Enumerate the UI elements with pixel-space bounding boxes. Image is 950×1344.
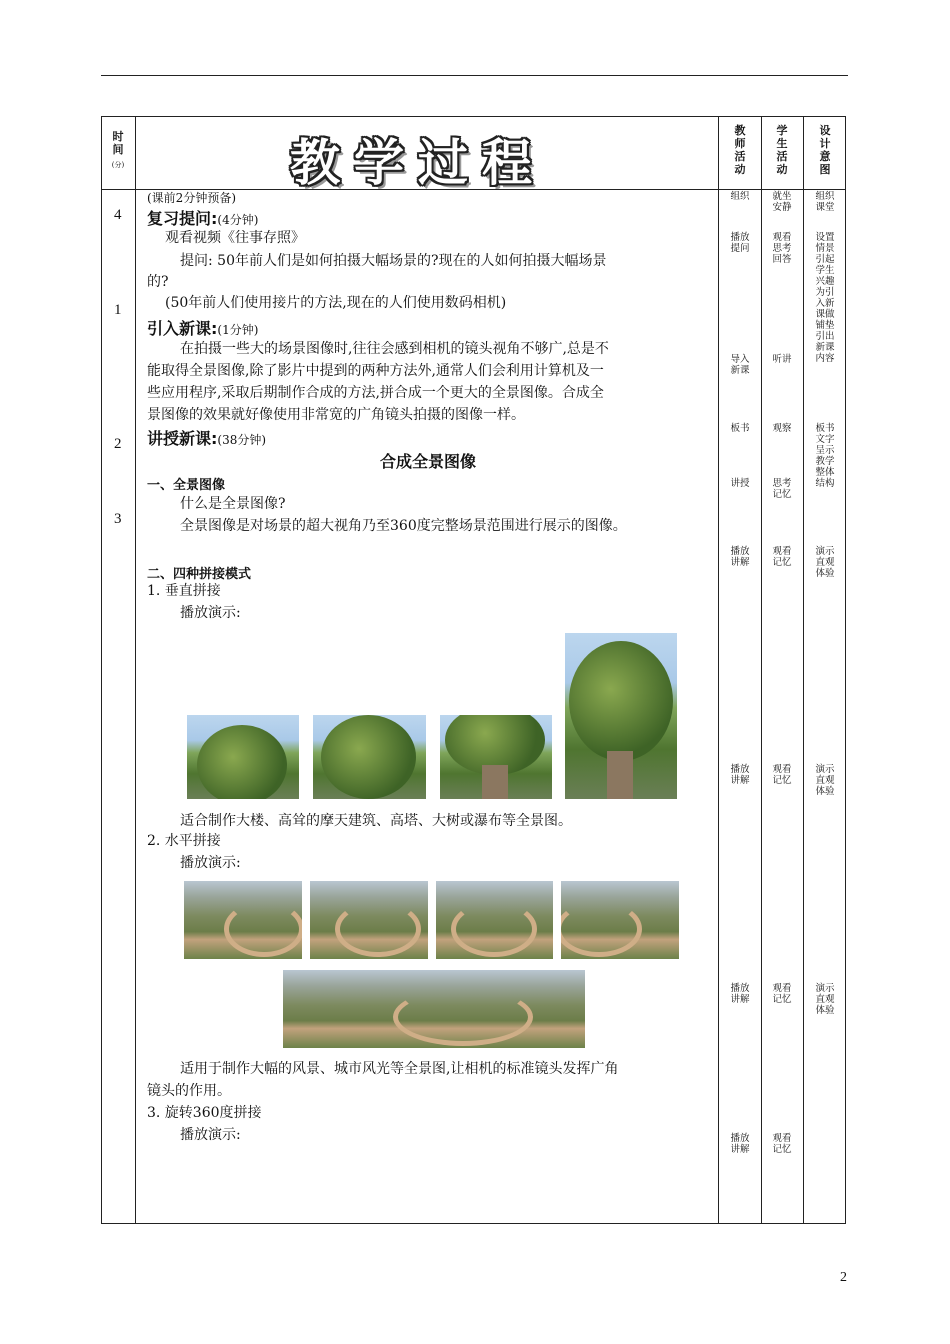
demo-label: 播放演示:	[180, 855, 241, 871]
time-value: 1	[114, 302, 122, 318]
mode-title: 2. 水平拼接	[147, 833, 221, 849]
student-activity: 观看记忆	[772, 764, 792, 786]
intro-section-heading	[147, 316, 258, 339]
mode-title: 1. 垂直拼接	[147, 583, 221, 599]
col-divider-main	[718, 116, 719, 1224]
student-activity: 观看思考回答	[772, 232, 792, 265]
teacher-activity: 讲授	[730, 478, 750, 489]
design-intent: 演示直观体验	[815, 983, 835, 1016]
time-value: 2	[114, 436, 122, 452]
demo-label: 播放演示:	[180, 605, 241, 621]
mode-title: 3. 旋转360度拼接	[147, 1105, 262, 1121]
teach-heading: 讲授新课:	[147, 429, 218, 448]
teach-section-heading	[147, 426, 266, 449]
review-line: 观看视频《往事存照》	[165, 230, 305, 246]
tree-photo-3	[440, 715, 552, 799]
review-line: 的?	[147, 274, 169, 290]
intro-line: 景图像的效果就好像使用非常宽的广角镜头拍摄的图像一样。	[147, 407, 525, 423]
student-activity: 观察	[772, 423, 792, 434]
teacher-activity: 播放讲解	[730, 764, 750, 786]
teacher-activity: 播放讲解	[730, 1133, 750, 1155]
intro-line: 些应用程序,采取后期制作合成的方法,拼合成一个更大的全景图像。合成全	[147, 385, 604, 401]
design-intent: 组织课堂	[815, 191, 835, 213]
col-divider-student	[803, 116, 804, 1224]
river-photo-1	[184, 881, 302, 959]
teacher-activity: 播放讲解	[730, 546, 750, 568]
design-intent-header: 设计意图	[819, 124, 831, 176]
river-stitched-photo	[283, 970, 585, 1048]
demo-label: 播放演示:	[180, 1127, 241, 1143]
design-intent: 演示直观体验	[815, 764, 835, 797]
teacher-activity: 播放提问	[730, 232, 750, 254]
teacher-activity: 板书	[730, 423, 750, 434]
page-title: 教学过程	[290, 134, 546, 192]
student-activity: 思考记忆	[772, 478, 792, 500]
review-time: (4分钟)	[217, 213, 259, 227]
student-activity-header: 学生活动	[776, 124, 788, 176]
design-intent: 板书文字呈示教学整体结构	[815, 423, 835, 489]
col-divider-teacher	[761, 116, 762, 1224]
teacher-activity-header: 教师活动	[734, 124, 746, 176]
teach-time: (38分钟)	[217, 433, 267, 447]
review-section-heading	[147, 206, 258, 229]
time-unit-label: (分)	[111, 161, 125, 169]
vertical-note: 适合制作大楼、高耸的摩天建筑、高塔、大树或瀑布等全景图。	[180, 813, 572, 829]
header-rule	[101, 75, 848, 76]
intro-line: 在拍摄一些大的场景图像时,往往会感到相机的镜头视角不够广,总是不	[180, 341, 609, 357]
intro-time: (1分钟)	[217, 323, 259, 337]
design-intent: 演示直观体验	[815, 546, 835, 579]
design-intent: 设置情景引起学生兴趣为引入新课做铺垫引出新课内容	[815, 232, 835, 364]
student-activity: 观看记忆	[772, 983, 792, 1005]
section-title: 一、全景图像	[147, 478, 226, 493]
student-activity: 观看记忆	[772, 1133, 792, 1155]
teacher-activity: 播放讲解	[730, 983, 750, 1005]
question-text: 什么是全景图像?	[180, 496, 286, 512]
prep-note: (课前2分钟预备)	[147, 191, 236, 205]
review-line: 提问: 50年前人们是如何拍摄大幅场景的?现在的人如何拍摄大幅场景	[180, 253, 607, 269]
lesson-title: 合成全景图像	[380, 452, 477, 471]
student-activity: 就坐安静	[772, 191, 792, 213]
intro-heading: 引入新课:	[147, 319, 218, 338]
intro-line: 能取得全景图像,除了影片中提到的两种方法外,通常人们会利用计算机及一	[147, 363, 604, 379]
tree-stitched-photo	[565, 633, 677, 799]
col-divider-time	[135, 116, 136, 1224]
student-activity: 观看记忆	[772, 546, 792, 568]
page-number: 2	[840, 1270, 847, 1285]
teacher-activity: 组织	[730, 191, 750, 202]
teacher-activity: 导入新课	[730, 354, 750, 376]
tree-photo-1	[187, 715, 299, 799]
review-heading: 复习提问:	[147, 209, 218, 228]
time-column-header: 时间	[112, 130, 124, 156]
river-photo-3	[436, 881, 553, 959]
river-photo-4	[561, 881, 679, 959]
horizontal-note: 适用于制作大幅的风景、城市风光等全景图,让相机的标准镜头发挥广角	[180, 1061, 619, 1077]
time-value: 3	[114, 511, 122, 527]
answer-text: 全景图像是对场景的超大视角乃至360度完整场景范围进行展示的图像。	[180, 518, 627, 534]
horizontal-note: 镜头的作用。	[147, 1083, 231, 1099]
time-value: 4	[114, 207, 122, 223]
review-line: (50年前人们使用接片的方法,现在的人们使用数码相机)	[165, 295, 507, 311]
section-title: 二、四种拼接模式	[147, 567, 252, 582]
tree-photo-2	[313, 715, 426, 799]
river-photo-2	[310, 881, 428, 959]
student-activity: 听讲	[772, 354, 792, 365]
